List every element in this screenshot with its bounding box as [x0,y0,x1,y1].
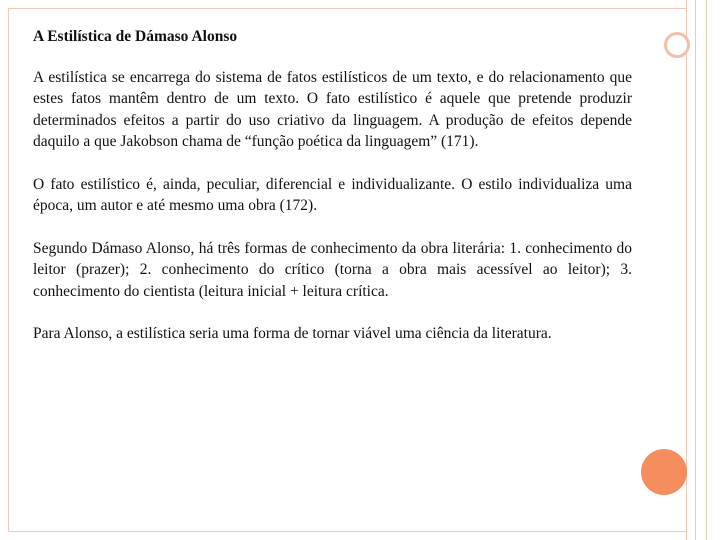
slide-title: A Estilística de Dámaso Alonso [33,28,238,45]
decorative-dot [641,449,687,495]
decorative-ring [664,32,690,58]
slide-content [33,26,632,366]
decorative-rule-1 [686,0,687,540]
decorative-rule-3 [706,0,707,540]
paragraph-4: Para Alonso, a estilística seria uma forma de tornar viável uma ciência da literatura. [33,325,552,342]
paragraph-2: O fato estilístico é, ainda, peculiar, diferencial e individualizante. O estilo individualiza uma época, um autor e até mesmo uma obra (172). [33,175,632,214]
paragraph-3: Segundo Dámaso Alonso, há três formas de conhecimento da obra literária: 1. conhecimento do leitor (prazer); 2. conhecimento do crítico (torna a obra mais acessível ao leitor); 3. conhecimento do cientista (leitura inicial + leitura crítica. [33,239,632,300]
decorative-rule-2 [695,0,696,540]
paragraph-1: A estilística se encarrega do sistema de fatos estilísticos de um texto, e do relacionamento que estes fatos mantêm dentro de um texto. O fato estilístico é aquele que pretende produzir determinados efeitos a partir do uso criativo da linguagem. A produção de efeitos depende daquilo a que Jakobson chama de “função poética da linguagem” (171). [33,68,632,150]
